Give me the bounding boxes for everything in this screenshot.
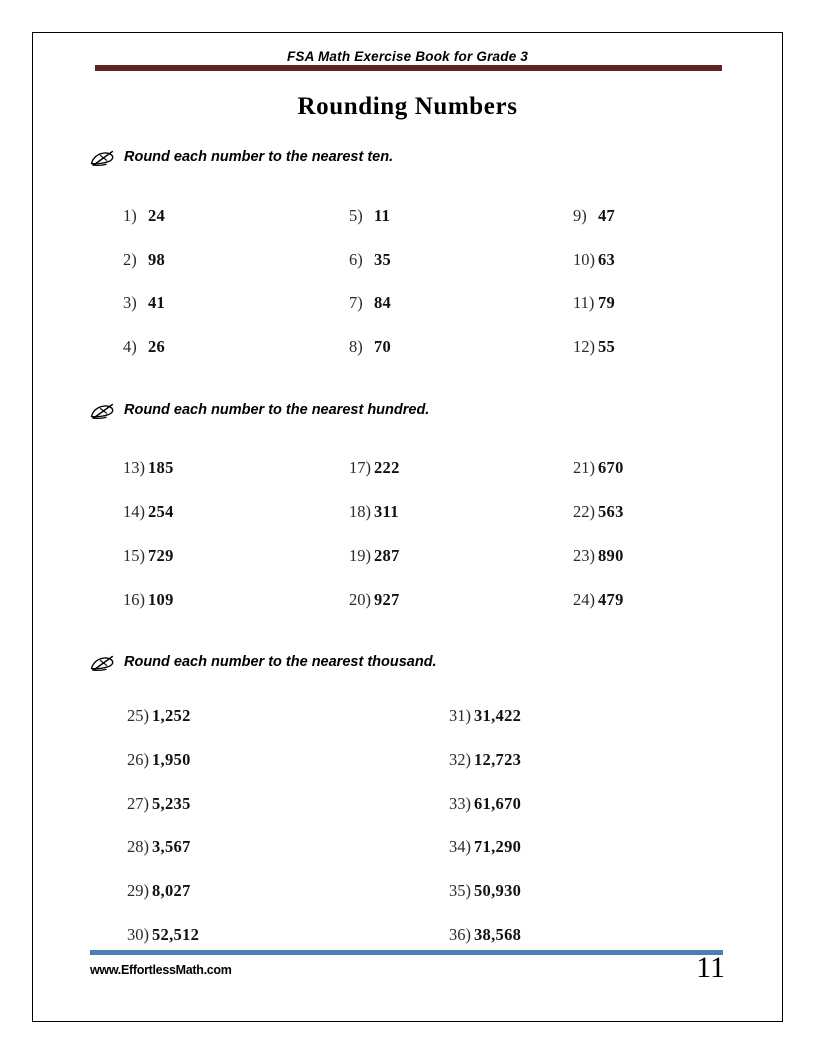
problem-value: 5,235 bbox=[152, 793, 191, 813]
problem-item bbox=[349, 293, 391, 313]
problem-item bbox=[449, 706, 521, 726]
section-instruction: Round each number to the nearest hundred. bbox=[124, 402, 430, 418]
problem-number: 28) bbox=[127, 837, 149, 857]
problem-value: 70 bbox=[374, 336, 392, 356]
problem-value: 55 bbox=[598, 336, 616, 356]
problem-number: 15) bbox=[123, 546, 145, 565]
problem-number: 26) bbox=[127, 749, 149, 769]
problem-value: 670 bbox=[598, 458, 624, 477]
problem-value: 24 bbox=[148, 206, 166, 225]
problem-item bbox=[349, 590, 400, 610]
section-heading-3 bbox=[89, 652, 437, 672]
problem-item bbox=[123, 206, 165, 226]
problem-value: 98 bbox=[148, 249, 166, 269]
problem-value: 31,422 bbox=[474, 706, 522, 725]
problem-number: 36) bbox=[449, 925, 471, 944]
header-divider-rule bbox=[95, 65, 722, 71]
page-number: 11 bbox=[696, 951, 725, 984]
problem-number: 22) bbox=[573, 502, 595, 521]
problem-number: 24) bbox=[573, 590, 595, 609]
problem-number: 4) bbox=[123, 336, 137, 356]
book-title-header: FSA Math Exercise Book for Grade 3 bbox=[286, 49, 529, 64]
problem-value: 12,723 bbox=[474, 749, 522, 769]
problem-item bbox=[573, 250, 615, 270]
problem-value: 38,568 bbox=[474, 925, 522, 944]
problem-item bbox=[449, 925, 521, 945]
section-heading-1 bbox=[89, 147, 393, 167]
problem-item bbox=[449, 837, 521, 857]
problem-value: 222 bbox=[374, 458, 400, 477]
section-instruction: Round each number to the nearest thousand. bbox=[124, 654, 437, 670]
problem-number: 19) bbox=[349, 546, 371, 565]
problem-number: 13) bbox=[123, 458, 145, 477]
problem-item bbox=[349, 502, 399, 522]
problem-number: 23) bbox=[573, 546, 595, 565]
problem-item bbox=[123, 590, 174, 610]
problem-item bbox=[127, 881, 191, 901]
problem-item bbox=[349, 458, 400, 478]
problem-number: 31) bbox=[449, 706, 471, 725]
problem-value: 729 bbox=[148, 546, 174, 565]
problem-number: 12) bbox=[573, 336, 595, 356]
footer-divider-rule bbox=[90, 950, 723, 955]
problem-item bbox=[127, 837, 191, 857]
page-content bbox=[33, 33, 782, 1021]
problem-number: 29) bbox=[127, 881, 149, 901]
problem-item bbox=[123, 458, 174, 478]
problem-item bbox=[123, 546, 174, 566]
problem-value: 61,670 bbox=[474, 793, 522, 813]
problem-number: 34) bbox=[449, 837, 471, 857]
problem-item bbox=[573, 206, 615, 226]
problem-number: 21) bbox=[573, 458, 595, 477]
problem-item bbox=[123, 293, 165, 313]
problem-item bbox=[573, 293, 615, 313]
problem-value: 71,290 bbox=[474, 837, 522, 857]
problem-value: 26 bbox=[148, 336, 166, 356]
problem-number: 8) bbox=[349, 336, 363, 356]
problem-item bbox=[349, 337, 391, 357]
section-heading-2 bbox=[89, 400, 429, 420]
problem-number: 17) bbox=[349, 458, 371, 477]
problem-item bbox=[127, 750, 191, 770]
pen-writing-icon bbox=[89, 148, 115, 168]
problem-value: 311 bbox=[374, 502, 399, 521]
problem-value: 3,567 bbox=[152, 837, 191, 857]
problem-number: 16) bbox=[123, 590, 145, 609]
page-title: Rounding Numbers bbox=[297, 93, 518, 120]
problem-value: 890 bbox=[598, 546, 624, 565]
problem-item bbox=[123, 502, 174, 522]
problem-value: 79 bbox=[598, 293, 616, 312]
problem-item bbox=[349, 250, 391, 270]
problem-number: 10) bbox=[573, 249, 595, 269]
problem-item bbox=[127, 794, 191, 814]
problem-number: 7) bbox=[349, 293, 363, 312]
problem-number: 2) bbox=[123, 249, 137, 269]
problem-number: 27) bbox=[127, 793, 149, 813]
problem-item bbox=[573, 337, 615, 357]
problem-number: 33) bbox=[449, 793, 471, 813]
problem-value: 47 bbox=[598, 206, 616, 225]
problem-value: 63 bbox=[598, 249, 616, 269]
pen-writing-icon bbox=[89, 653, 115, 673]
problem-value: 11 bbox=[374, 206, 391, 225]
problem-item bbox=[573, 458, 624, 478]
problem-number: 11) bbox=[573, 293, 595, 312]
problem-value: 254 bbox=[148, 502, 174, 521]
problem-item bbox=[349, 206, 390, 226]
problem-item bbox=[123, 250, 165, 270]
problem-value: 50,930 bbox=[474, 881, 522, 901]
pen-writing-icon bbox=[89, 401, 115, 421]
problem-item bbox=[123, 337, 165, 357]
problem-value: 1,252 bbox=[152, 706, 191, 725]
problem-value: 84 bbox=[374, 293, 392, 312]
problem-value: 563 bbox=[598, 502, 624, 521]
problem-value: 41 bbox=[148, 293, 166, 312]
problem-number: 3) bbox=[123, 293, 137, 312]
problem-value: 927 bbox=[374, 590, 400, 609]
problem-number: 1) bbox=[123, 206, 137, 225]
problem-item bbox=[127, 925, 199, 945]
problem-item bbox=[127, 706, 191, 726]
problem-item bbox=[449, 881, 521, 901]
problem-number: 14) bbox=[123, 502, 145, 521]
problem-number: 35) bbox=[449, 881, 471, 901]
problem-value: 109 bbox=[148, 590, 174, 609]
problem-item bbox=[573, 546, 624, 566]
problem-number: 32) bbox=[449, 749, 471, 769]
problem-number: 6) bbox=[349, 249, 363, 269]
problem-number: 9) bbox=[573, 206, 587, 225]
problem-value: 35 bbox=[374, 249, 392, 269]
problem-value: 1,950 bbox=[152, 749, 191, 769]
problem-value: 8,027 bbox=[152, 881, 191, 901]
problem-value: 479 bbox=[598, 590, 624, 609]
problem-value: 185 bbox=[148, 458, 174, 477]
problem-item bbox=[449, 794, 521, 814]
problem-value: 287 bbox=[374, 546, 400, 565]
problem-number: 30) bbox=[127, 925, 149, 944]
problem-number: 25) bbox=[127, 706, 149, 725]
problem-value: 52,512 bbox=[152, 925, 200, 944]
worksheet-page bbox=[32, 32, 783, 1022]
problem-item bbox=[449, 750, 521, 770]
problem-item bbox=[573, 502, 624, 522]
footer-website: www.EffortlessMath.com bbox=[90, 963, 232, 977]
problem-number: 18) bbox=[349, 502, 371, 521]
problem-item bbox=[573, 590, 624, 610]
section-instruction: Round each number to the nearest ten. bbox=[124, 149, 394, 165]
problem-number: 5) bbox=[349, 206, 363, 225]
problem-number: 20) bbox=[349, 590, 371, 609]
problem-item bbox=[349, 546, 400, 566]
